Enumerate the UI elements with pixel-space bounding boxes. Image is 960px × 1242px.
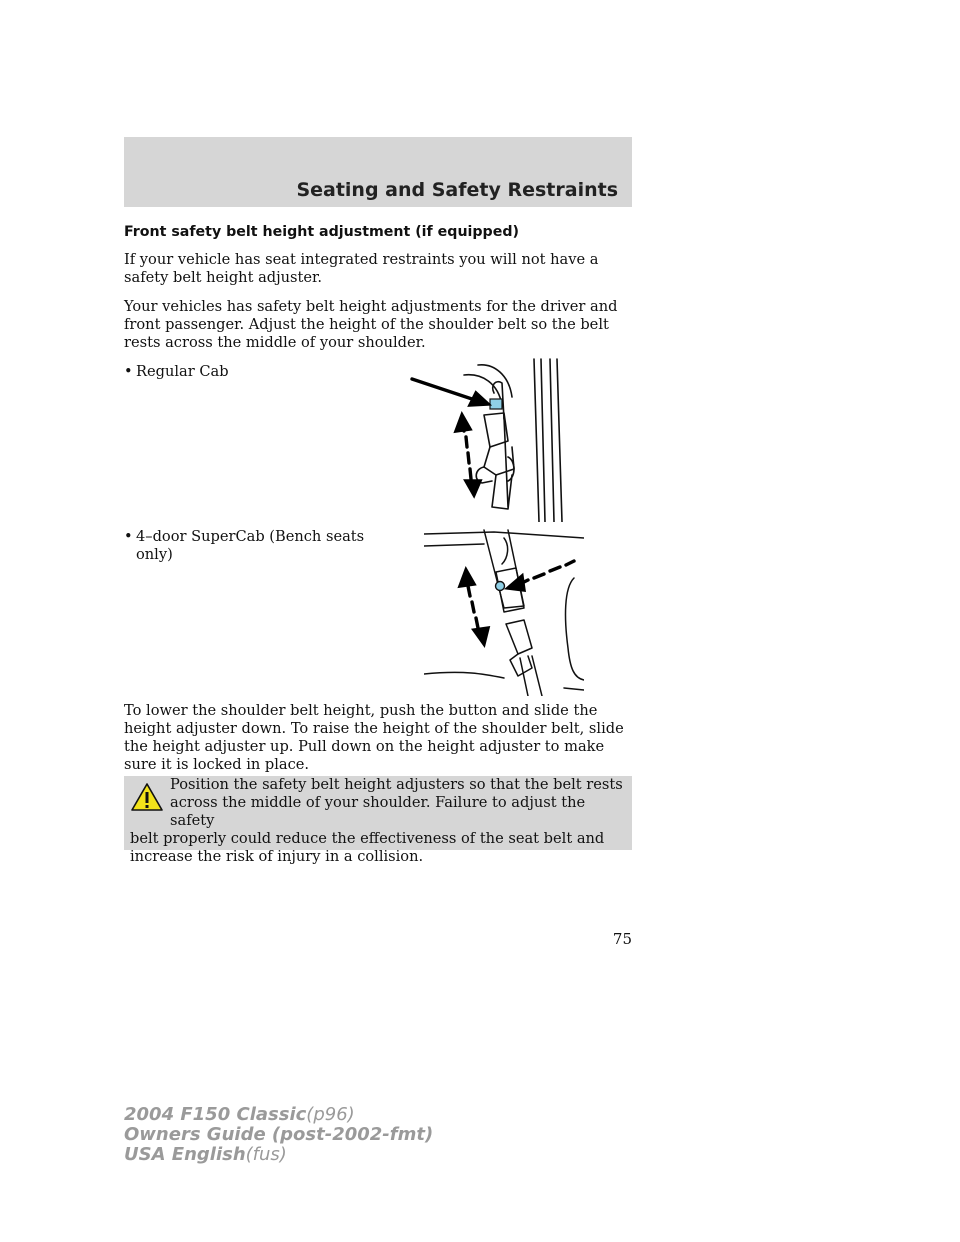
bullet-item: [124, 528, 384, 564]
bullet-regular-cab-block: [124, 363, 632, 528]
warning-line-2: across the middle of your shoulder. Failure to adjust the safety: [170, 794, 586, 829]
section-heading: Front safety belt height adjustment (if equipped): [124, 224, 519, 240]
bullet-supercab-block: [124, 528, 632, 696]
seat-belt-height-adjuster-regular-cab-illustration: [404, 357, 589, 522]
page-title: Seating and Safety Restraints: [296, 179, 618, 201]
paragraph-height-adjustment: Your vehicles has safety belt height adjustments for the driver and front passenger. Adjust the height of the shoulder belt so the belt rests across the middle of your shoulder.: [124, 298, 618, 351]
header-band: [124, 137, 632, 207]
footer-language: USA English: [124, 1144, 246, 1165]
paragraph-instructions: To lower the shoulder belt height, push the button and slide the height adjuster down. To raise the height of the shoulder belt, slide the height adjuster up. Pull down on the height adjuster to make sure it is locked in place.: [124, 702, 624, 773]
seat-belt-height-adjuster-supercab-illustration: [424, 528, 584, 696]
height-adjuster-button: [490, 399, 502, 409]
footer-language-code: (fus): [245, 1144, 287, 1165]
footer: [124, 1105, 433, 1165]
page-number: 75: [612, 930, 632, 948]
warning-box: [124, 776, 632, 865]
footer-line-1: [124, 1105, 433, 1125]
footer-model: 2004 F150 Classic: [124, 1104, 307, 1125]
bullet-text: 4–door SuperCab (Bench seats only): [136, 528, 365, 563]
bullet-item: [124, 363, 384, 381]
footer-model-code: (p96): [306, 1104, 355, 1125]
bullet-marker: •: [124, 528, 133, 545]
bullet-text: Regular Cab: [136, 363, 229, 380]
warning-line-rest: belt properly could reduce the effectiveness of the seat belt and increase the risk of injury in a collision.: [130, 830, 605, 865]
footer-line-2: Owners Guide (post-2002-fmt): [124, 1124, 434, 1145]
paragraph-integrated-restraints: If your vehicle has seat integrated restraints you will not have a safety belt height adjuster.: [124, 251, 599, 286]
height-adjuster-button: [496, 582, 505, 591]
warning-line-1: Position the safety belt height adjusters so that the belt rests: [170, 776, 623, 793]
main-content: [124, 224, 632, 785]
footer-line-3: [124, 1145, 433, 1165]
bullet-marker: •: [124, 363, 133, 380]
warning-text: [130, 776, 624, 866]
